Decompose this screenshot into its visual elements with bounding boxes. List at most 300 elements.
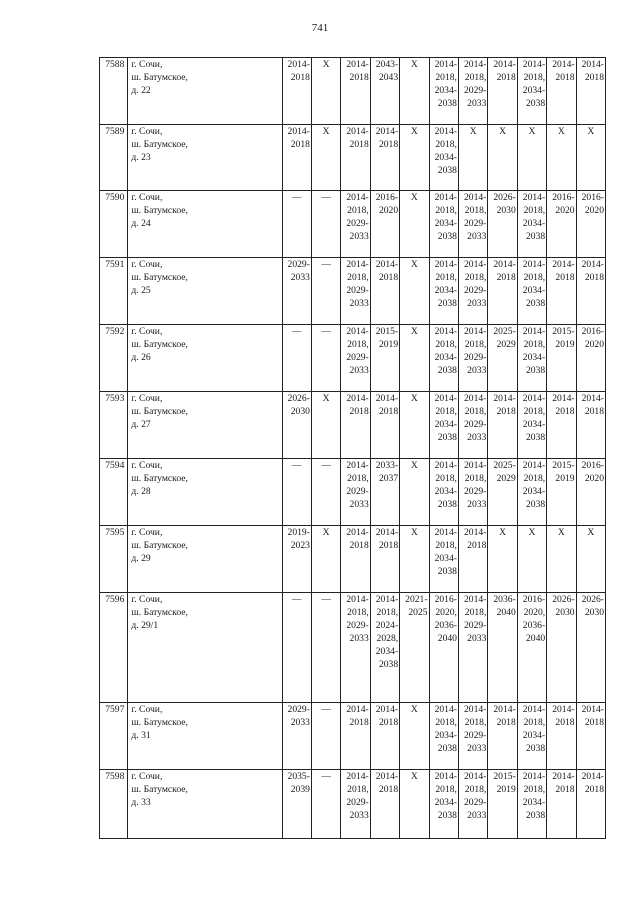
period-line: 2034- <box>434 796 457 808</box>
period-line: 2038 <box>437 498 457 510</box>
period-line: 2014- <box>434 527 457 538</box>
period-line: 2014- <box>346 192 369 203</box>
period-line: 2038 <box>437 364 457 376</box>
period-cell <box>547 459 576 526</box>
period-line: 2033 <box>467 431 487 443</box>
period-cell <box>429 325 458 392</box>
period-cell <box>547 703 576 770</box>
period-line: 2034- <box>434 151 457 163</box>
address-line: д. 25 <box>131 284 151 296</box>
period-line: 2014- <box>463 326 487 337</box>
period-line: 2014- <box>581 704 604 715</box>
period-cell <box>429 459 458 526</box>
period-line: X <box>410 460 418 471</box>
period-line: 2014- <box>552 393 575 404</box>
period-line: 2014- <box>346 704 369 715</box>
period-line: 2014- <box>346 771 369 782</box>
period-line: 2018 <box>555 71 575 83</box>
period-line: X <box>557 527 565 538</box>
period-line: 2034- <box>522 284 546 296</box>
period-line: 2014- <box>493 393 516 404</box>
period-line: 2018, <box>464 338 487 350</box>
period-line: 2034- <box>434 418 457 430</box>
period-cell <box>547 191 576 258</box>
period-line: 2014- <box>581 259 604 270</box>
address-line: д. 29/1 <box>131 619 159 631</box>
period-line: 2034- <box>434 217 457 229</box>
period-cell <box>517 593 546 703</box>
period-line: 2018 <box>290 71 310 83</box>
period-line: 2034- <box>375 645 399 657</box>
period-cell <box>282 593 311 703</box>
period-line: 2033- <box>375 460 399 471</box>
period-line: 2016- <box>581 460 604 471</box>
period-cell <box>282 125 311 191</box>
period-line: 2034- <box>522 796 546 808</box>
period-line: 2018, <box>523 338 546 350</box>
period-cell <box>576 58 605 125</box>
period-line: 2018, <box>435 204 457 216</box>
period-line: 2020, <box>523 606 546 618</box>
record-number: 7591 <box>100 258 128 325</box>
period-line: 2029 <box>496 472 516 484</box>
period-line: 2014- <box>434 704 457 715</box>
address-line: г. Сочи, <box>131 704 163 715</box>
period-line: 2018 <box>584 71 604 83</box>
period-cell <box>311 770 340 839</box>
period-line: 2019- <box>287 527 310 538</box>
period-line: 2018, <box>523 472 546 484</box>
period-line: 2029- <box>346 619 369 631</box>
period-cell <box>458 459 487 526</box>
period-line: 2029- <box>463 619 487 631</box>
period-line: — <box>291 594 302 605</box>
period-line: 2014- <box>552 259 575 270</box>
period-cell <box>400 770 429 839</box>
period-line: 2029- <box>463 284 487 296</box>
address-line: д. 28 <box>131 485 151 497</box>
period-line: 2014- <box>522 393 546 404</box>
period-line: 2038 <box>525 431 546 443</box>
period-cell <box>429 258 458 325</box>
page-number: 741 <box>311 22 329 34</box>
period-cell <box>517 125 546 191</box>
period-cell <box>370 770 399 839</box>
period-line: 2014- <box>375 126 399 137</box>
period-line: 2016- <box>522 594 546 605</box>
period-line: 2033 <box>349 632 369 644</box>
period-line: 2029- <box>463 217 487 229</box>
period-line: 2014- <box>346 527 369 538</box>
period-cell <box>341 526 370 593</box>
period-cell <box>576 191 605 258</box>
period-cell <box>311 459 340 526</box>
period-line: 2018, <box>523 204 546 216</box>
period-line: — <box>291 192 302 203</box>
address-line: г. Сочи, <box>131 259 163 270</box>
period-line: X <box>410 192 418 203</box>
period-line: 2015- <box>552 460 575 471</box>
period-cell <box>429 526 458 593</box>
period-line: 2040 <box>437 632 457 644</box>
period-cell <box>576 593 605 703</box>
table-row <box>100 459 606 526</box>
table-row <box>100 58 606 125</box>
address-line: д. 24 <box>131 217 151 229</box>
period-line: 2018, <box>464 783 487 795</box>
record-number: 7590 <box>100 191 128 258</box>
period-cell <box>311 191 340 258</box>
period-line: 2018, <box>435 539 457 551</box>
period-line: 2036- <box>434 619 457 631</box>
period-cell <box>341 703 370 770</box>
period-line: X <box>587 527 595 538</box>
period-line: 2018, <box>523 271 546 283</box>
period-line: 2014- <box>346 126 369 137</box>
period-line: 2033 <box>467 742 487 754</box>
period-line: 2014- <box>434 126 457 137</box>
record-number: 7597 <box>100 703 128 770</box>
period-line: 2018 <box>378 138 399 150</box>
period-cell <box>400 459 429 526</box>
period-line: X <box>410 527 418 538</box>
period-cell <box>370 392 399 459</box>
period-cell <box>311 58 340 125</box>
period-line: 2018 <box>555 716 575 728</box>
period-line: 2014- <box>463 259 487 270</box>
period-line: 2029- <box>346 217 369 229</box>
period-line: 2014- <box>434 326 457 337</box>
period-cell <box>429 703 458 770</box>
address-line: г. Сочи, <box>131 460 163 471</box>
address-line: д. 23 <box>131 151 151 163</box>
period-cell <box>517 770 546 839</box>
period-line: 2038 <box>525 498 546 510</box>
period-cell <box>370 58 399 125</box>
period-line: 2014- <box>463 704 487 715</box>
period-line: 2038 <box>437 565 457 577</box>
period-line: 2018 <box>378 539 399 551</box>
period-line: 2033 <box>349 498 369 510</box>
period-cell <box>429 770 458 839</box>
address-cell <box>128 526 282 593</box>
period-line: 2040 <box>525 632 546 644</box>
period-line: 2038 <box>378 658 399 670</box>
period-cell <box>282 459 311 526</box>
table-row <box>100 703 606 770</box>
period-line: 2014- <box>346 326 369 337</box>
period-line: 2014- <box>287 59 310 70</box>
address-cell <box>128 258 282 325</box>
address-line: г. Сочи, <box>131 326 163 337</box>
period-line: 2014- <box>522 192 546 203</box>
table-row <box>100 258 606 325</box>
period-line: — <box>321 771 331 782</box>
period-cell <box>311 593 340 703</box>
period-line: 2014- <box>463 59 487 70</box>
period-cell <box>458 325 487 392</box>
record-number: 7598 <box>100 770 128 839</box>
period-cell <box>400 325 429 392</box>
record-number: 7588 <box>100 58 128 125</box>
address-line: ш. Батумское, <box>131 606 188 618</box>
period-line: 2033 <box>349 364 369 376</box>
address-line: д. 22 <box>131 84 151 96</box>
period-cell <box>576 392 605 459</box>
period-line: 2025 <box>408 606 428 618</box>
period-line: X <box>410 771 418 782</box>
period-line: 2018 <box>555 783 575 795</box>
address-line: ш. Батумское, <box>131 204 188 216</box>
period-cell <box>458 392 487 459</box>
record-number: 7593 <box>100 392 128 459</box>
period-cell <box>370 593 399 703</box>
period-line: 2018, <box>435 405 457 417</box>
period-line: 2018, <box>523 71 546 83</box>
period-line: 2020 <box>584 472 604 484</box>
period-line: 2014- <box>346 59 369 70</box>
period-cell <box>311 526 340 593</box>
period-line: 2018 <box>378 783 399 795</box>
period-cell <box>341 191 370 258</box>
period-cell <box>311 703 340 770</box>
period-line: — <box>321 594 331 605</box>
address-cell <box>128 703 282 770</box>
period-line: — <box>291 460 302 471</box>
period-line: 2038 <box>525 230 546 242</box>
period-line: 2030 <box>555 606 575 618</box>
period-line: 2029- <box>463 351 487 363</box>
period-cell <box>576 125 605 191</box>
period-cell <box>370 191 399 258</box>
address-cell <box>128 459 282 526</box>
period-cell <box>458 58 487 125</box>
period-line: 2018 <box>496 71 516 83</box>
period-line: 2015- <box>375 326 399 337</box>
address-cell <box>128 58 282 125</box>
period-line: 2038 <box>525 364 546 376</box>
period-line: 2018 <box>349 138 369 150</box>
period-line: 2014- <box>375 771 399 782</box>
period-line: 2014- <box>463 771 487 782</box>
period-line: 2014- <box>463 527 487 538</box>
address-line: д. 27 <box>131 418 151 430</box>
period-line: 2037 <box>378 472 399 484</box>
period-cell <box>311 258 340 325</box>
table-body <box>100 58 606 839</box>
period-line: X <box>410 393 418 404</box>
period-line: 2029- <box>463 729 487 741</box>
period-cell <box>488 459 517 526</box>
period-line: 2033 <box>349 809 369 821</box>
period-line: X <box>557 126 565 137</box>
period-line: 2018, <box>464 71 487 83</box>
period-cell <box>488 58 517 125</box>
period-line: 2014- <box>493 704 516 715</box>
period-line: 2038 <box>525 297 546 309</box>
period-line: 2020 <box>584 338 604 350</box>
record-number: 7589 <box>100 125 128 191</box>
period-line: 2014- <box>346 594 369 605</box>
period-line: 2018, <box>347 606 369 618</box>
period-cell <box>282 392 311 459</box>
period-line: 2015- <box>493 771 516 782</box>
period-line: 2016- <box>552 192 575 203</box>
period-line: 2014- <box>434 259 457 270</box>
period-line: 2034- <box>522 729 546 741</box>
period-line: X <box>410 59 418 70</box>
period-line: 2018 <box>496 405 516 417</box>
period-line: 2018, <box>464 271 487 283</box>
period-line: 2014- <box>493 259 516 270</box>
period-line: 2014- <box>375 393 399 404</box>
period-cell <box>488 125 517 191</box>
period-line: 2026- <box>287 393 310 404</box>
address-line: ш. Батумское, <box>131 71 188 83</box>
period-line: 2014- <box>434 59 457 70</box>
period-line: X <box>410 259 418 270</box>
period-cell <box>311 125 340 191</box>
period-line: 2018, <box>435 472 457 484</box>
period-cell <box>341 593 370 703</box>
period-cell <box>429 593 458 703</box>
period-cell <box>341 770 370 839</box>
period-cell <box>458 191 487 258</box>
period-line: 2029- <box>287 704 310 715</box>
period-cell <box>488 593 517 703</box>
period-line: 2018, <box>435 71 457 83</box>
record-number: 7596 <box>100 593 128 703</box>
period-line: 2038 <box>437 97 457 109</box>
period-line: 2018, <box>464 405 487 417</box>
period-line: 2014- <box>552 704 575 715</box>
period-cell <box>576 770 605 839</box>
address-line: ш. Батумское, <box>131 783 188 795</box>
period-line: 2024- <box>375 619 399 631</box>
period-cell <box>488 325 517 392</box>
address-line: ш. Батумское, <box>131 338 188 350</box>
period-line: 2014- <box>463 192 487 203</box>
address-cell <box>128 325 282 392</box>
period-line: 2018 <box>378 716 399 728</box>
period-cell <box>488 703 517 770</box>
period-line: 2014- <box>493 59 516 70</box>
period-line: 2018, <box>347 472 369 484</box>
address-line: г. Сочи, <box>131 192 163 203</box>
period-cell <box>400 703 429 770</box>
period-line: 2033 <box>349 297 369 309</box>
period-line: 2014- <box>522 326 546 337</box>
address-line: ш. Батумское, <box>131 472 188 484</box>
period-cell <box>370 258 399 325</box>
period-line: 2014- <box>346 259 369 270</box>
period-cell <box>282 325 311 392</box>
address-line: г. Сочи, <box>131 393 163 404</box>
period-cell <box>488 392 517 459</box>
period-line: 2019 <box>378 338 399 350</box>
period-line: 2018, <box>464 204 487 216</box>
period-line: 2043- <box>375 59 399 70</box>
period-cell <box>517 703 546 770</box>
period-line: 2018 <box>496 716 516 728</box>
period-line: X <box>528 126 536 137</box>
period-line: 2038 <box>437 164 457 176</box>
period-line: 2014- <box>375 594 399 605</box>
period-cell <box>517 58 546 125</box>
period-line: 2014- <box>346 460 369 471</box>
period-line: 2033 <box>467 297 487 309</box>
period-line: 2038 <box>437 297 457 309</box>
address-line: ш. Батумское, <box>131 716 188 728</box>
table-row <box>100 770 606 839</box>
period-line: X <box>322 59 330 70</box>
period-line: X <box>322 393 330 404</box>
period-cell <box>400 125 429 191</box>
period-cell <box>458 593 487 703</box>
period-line: 2029- <box>287 259 310 270</box>
period-line: 2014- <box>434 192 457 203</box>
period-cell <box>547 593 576 703</box>
period-line: 2014- <box>463 594 487 605</box>
period-line: 2038 <box>437 742 457 754</box>
period-line: 2014- <box>375 704 399 715</box>
period-line: 2038 <box>437 230 457 242</box>
period-line: X <box>410 704 418 715</box>
period-line: X <box>528 527 536 538</box>
period-cell <box>547 526 576 593</box>
period-line: 2018, <box>523 783 546 795</box>
period-line: 2014- <box>522 259 546 270</box>
table-row <box>100 325 606 392</box>
period-line: 2020 <box>584 204 604 216</box>
period-line: 2014- <box>434 460 457 471</box>
period-line: 2016- <box>581 192 604 203</box>
table-row <box>100 392 606 459</box>
period-line: X <box>587 126 595 137</box>
period-line: 2014- <box>346 393 369 404</box>
period-cell <box>576 526 605 593</box>
period-cell <box>370 459 399 526</box>
period-line: 2026- <box>493 192 516 203</box>
address-line: д. 31 <box>131 729 151 741</box>
period-line: 2018 <box>349 405 369 417</box>
period-line: 2038 <box>437 431 457 443</box>
period-cell <box>458 703 487 770</box>
period-cell <box>282 58 311 125</box>
period-cell <box>458 526 487 593</box>
period-line: 2025- <box>493 326 516 337</box>
record-number: 7592 <box>100 325 128 392</box>
period-line: 2018, <box>347 338 369 350</box>
address-line: г. Сочи, <box>131 594 163 605</box>
address-line: г. Сочи, <box>131 527 163 538</box>
period-line: 2026- <box>552 594 575 605</box>
period-line: 2014- <box>581 393 604 404</box>
period-line: 2029- <box>463 418 487 430</box>
period-line: 2019 <box>555 472 575 484</box>
record-number: 7595 <box>100 526 128 593</box>
period-line: X <box>410 126 418 137</box>
period-line: 2016- <box>375 192 399 203</box>
period-line: 2034- <box>434 552 457 564</box>
period-line: 2034- <box>434 485 457 497</box>
address-line: ш. Батумское, <box>131 539 188 551</box>
period-cell <box>547 258 576 325</box>
period-line: 2014- <box>434 771 457 782</box>
table-row <box>100 526 606 593</box>
period-line: 2018, <box>435 783 457 795</box>
period-line: 2014- <box>581 771 604 782</box>
